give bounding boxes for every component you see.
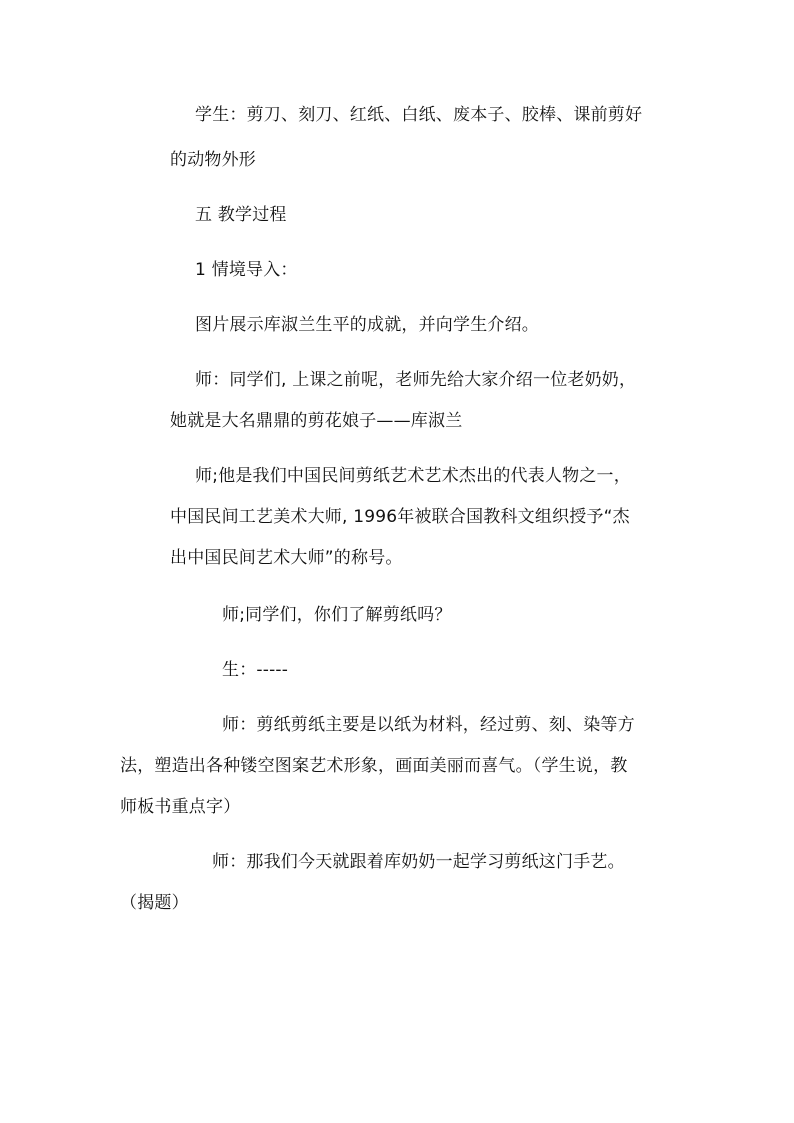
subsection-heading: 1 情境导入：	[195, 260, 298, 280]
text-line: 她就是大名鼎鼎的剪花娘子——库淑兰	[170, 411, 463, 431]
text-line: 师板书重点字）	[120, 797, 241, 817]
text-line: 学生：剪刀、刻刀、红纸、白纸、废本子、胶棒、课前剪好	[195, 105, 643, 125]
text-line: 师：剪纸剪纸主要是以纸为材料，经过剪、刻、染等方	[222, 715, 635, 735]
text-line: 出中国民间艺术大师”的称号。	[170, 548, 403, 568]
text-line: （揭题）	[120, 893, 189, 913]
text-line: 师：那我们今天就跟着库奶奶一起学习剪纸这门手艺。	[212, 852, 625, 872]
text-line: 中国民间工艺美术大师, 1996年被联合国教科文组织授予“杰	[170, 507, 630, 527]
text-line: 师：同学们, 上课之前呢，老师先给大家介绍一位老奶奶，	[195, 370, 637, 390]
text-line: 师;他是我们中国民间剪纸艺术艺术杰出的代表人物之一，	[195, 466, 631, 486]
text-line: 的动物外形	[170, 150, 256, 170]
section-heading: 五 教学过程	[195, 205, 287, 225]
text-line: 师;同学们，你们了解剪纸吗？	[222, 605, 452, 625]
text-line: 生：-----	[222, 660, 289, 680]
text-line: 图片展示库淑兰生平的成就，并向学生介绍。	[195, 315, 539, 335]
text-line: 法，塑造出各种镂空图案艺术形象，画面美丽而喜气。（学生说，教	[120, 756, 628, 776]
